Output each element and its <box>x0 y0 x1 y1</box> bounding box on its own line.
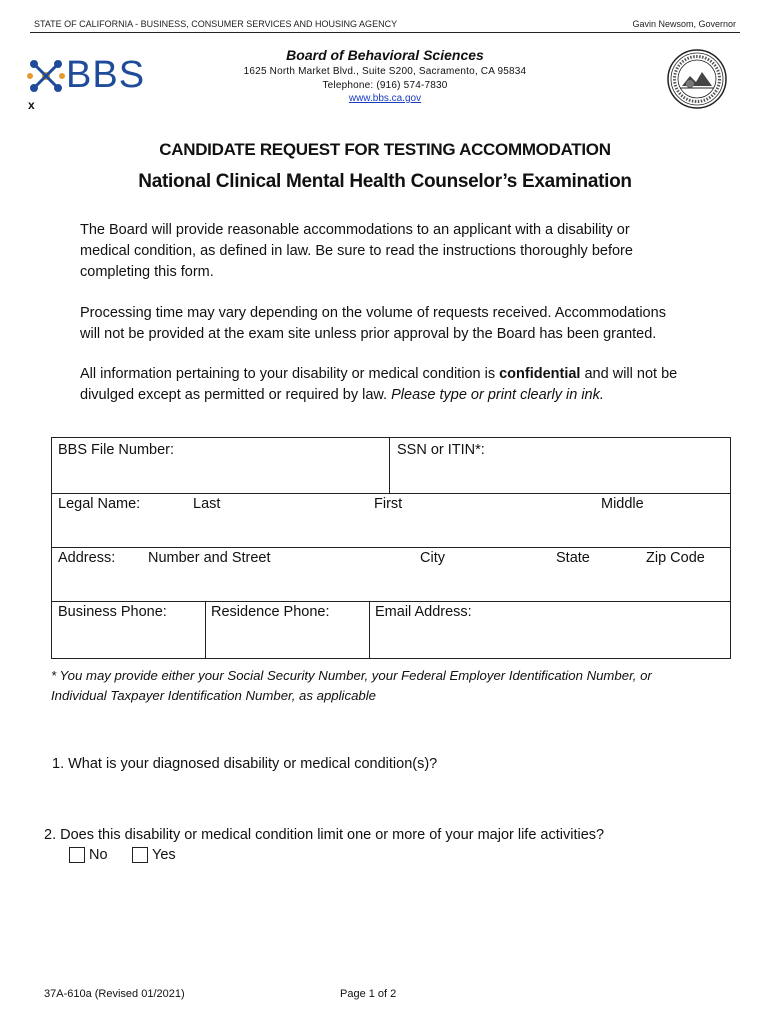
grid-col-divider <box>389 438 390 493</box>
no-checkbox[interactable] <box>69 847 85 863</box>
governor-line: Gavin Newsom, Governor <box>632 19 736 29</box>
confidential-word: confidential <box>499 366 581 382</box>
email-address-field[interactable]: Email Address: <box>375 604 472 620</box>
intro-p3-text-d: divulged except as permitted or required by law. <box>80 387 392 403</box>
applicant-info-grid <box>51 437 731 659</box>
residence-phone-field[interactable]: Residence Phone: <box>211 604 330 620</box>
question-1: 1. What is your diagnosed disability or medical condition(s)? <box>52 756 438 772</box>
agency-line: STATE OF CALIFORNIA - BUSINESS, CONSUMER SERVICES AND HOUSING AGENCY <box>34 19 398 29</box>
yes-checkbox[interactable] <box>132 847 148 863</box>
last-name-field[interactable]: Last <box>193 496 221 512</box>
intro-p1-line3: completing this form. <box>80 264 214 280</box>
yes-label: Yes <box>152 847 176 863</box>
grid-col-divider <box>369 601 370 659</box>
bbs-logo-text: BBS <box>66 54 146 96</box>
street-field[interactable]: Number and Street <box>148 550 271 566</box>
x-mark: x <box>28 98 35 112</box>
intro-p3-line1 <box>80 364 700 385</box>
form-id: 37A-610a (Revised 01/2021) <box>44 988 185 1000</box>
print-instruction: Please type or print clearly in ink. <box>391 387 604 403</box>
middle-name-field[interactable]: Middle <box>601 496 644 512</box>
intro-paragraph-1 <box>80 220 700 283</box>
intro-p1-line2: medical condition, as defined in law. Be sure to read the instructions thoroughly before <box>80 243 633 259</box>
ssn-footnote <box>51 666 727 706</box>
intro-p3-text-a: All information pertaining to your disability or medical condition is <box>80 366 500 382</box>
board-address: 1625 North Market Blvd., Suite S200, Sacramento, CA 95834 <box>243 66 527 77</box>
intro-p3-line2 <box>80 385 700 406</box>
form-title: CANDIDATE REQUEST FOR TESTING ACCOMMODATION <box>159 140 611 159</box>
grid-row-divider <box>52 493 730 494</box>
board-website-link[interactable]: www.bbs.ca.gov <box>348 93 422 104</box>
city-field[interactable]: City <box>420 550 445 566</box>
business-phone-field[interactable]: Business Phone: <box>58 604 167 620</box>
intro-p2-line1: Processing time may vary depending on the volume of requests received. Accommodations <box>80 305 666 321</box>
zip-code-field[interactable]: Zip Code <box>646 550 705 566</box>
grid-row-divider <box>52 601 730 602</box>
intro-p2-line2: will not be provided at the exam site unless prior approval by the Board has been granted. <box>80 326 657 342</box>
legal-name-label: Legal Name: <box>58 496 141 512</box>
intro-p3-text-c: and will not be <box>580 366 678 382</box>
first-name-field[interactable]: First <box>374 496 403 512</box>
board-name: Board of Behavioral Sciences <box>286 47 484 63</box>
page-number: Page 1 of 2 <box>340 988 397 1000</box>
bbs-file-number-field[interactable]: BBS File Number: <box>58 442 175 458</box>
state-field[interactable]: State <box>556 550 590 566</box>
no-label: No <box>89 847 108 863</box>
board-telephone: Telephone: (916) 574-7830 <box>322 80 448 91</box>
exam-title: National Clinical Mental Health Counselor’s Examination <box>138 171 632 192</box>
option-yes[interactable] <box>132 847 176 863</box>
intro-paragraph-2 <box>80 303 700 345</box>
ssn-field[interactable]: SSN or ITIN*: <box>397 442 485 458</box>
header-rule <box>30 32 740 33</box>
option-no[interactable] <box>69 847 108 863</box>
intro-paragraph-3 <box>80 364 700 406</box>
board-header <box>0 47 770 104</box>
grid-col-divider <box>205 601 206 659</box>
address-label: Address: <box>58 550 116 566</box>
grid-row-divider <box>52 547 730 548</box>
state-seal-icon <box>666 48 728 110</box>
footnote-line1: * You may provide either your Social Security Number, your Federal Employer Identification Number, or <box>51 668 652 683</box>
footnote-line2: Individual Taxpayer Identification Number, as applicable <box>51 688 376 703</box>
intro-p1-line1: The Board will provide reasonable accommodations to an applicant with a disability or <box>80 222 630 238</box>
question-2: 2. Does this disability or medical condition limit one or more of your major life activities? <box>44 827 605 843</box>
